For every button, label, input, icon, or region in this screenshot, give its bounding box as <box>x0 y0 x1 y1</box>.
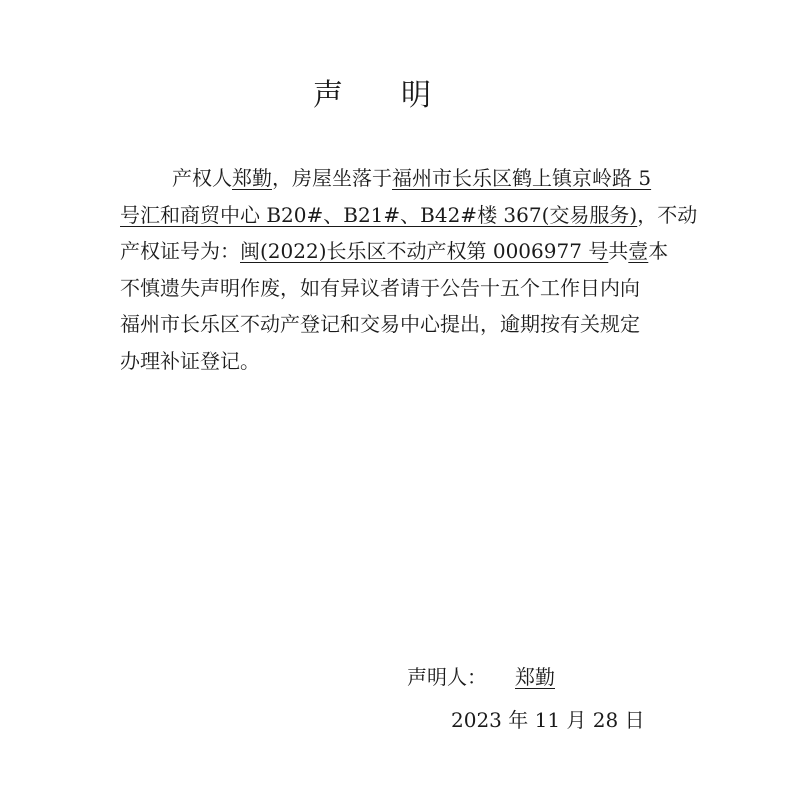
document-title <box>313 76 431 116</box>
body-line-1 <box>120 160 680 197</box>
body-text-3b: 本 <box>648 239 669 263</box>
title-char-1: 声 <box>313 78 343 113</box>
body-line-3 <box>120 233 680 270</box>
property-address-part-1: 福州市长乐区鹤上镇京岭路 5 <box>392 166 652 190</box>
title-char-2: 明 <box>401 78 431 113</box>
owner-label: 产权人 <box>172 166 232 190</box>
statement-body <box>120 160 698 379</box>
signature-name: 郑勤 <box>515 665 555 689</box>
body-line-6: 办理补证登记。 <box>120 348 260 373</box>
body-text-3: 共 <box>608 239 629 263</box>
body-line-5: 福州市长乐区不动产登记和交易中心提出，逾期按有关规定 <box>120 312 640 336</box>
owner-name: 郑勤 <box>232 166 272 190</box>
location-label: ，房屋坐落于 <box>272 166 392 190</box>
cert-label: 产权证号为： <box>120 239 240 263</box>
certificate-number: 闽(2022)长乐区不动产权第 0006977 号 <box>240 239 609 263</box>
body-line-4: 不慎遗失声明作废，如有异议者请于公告十五个工作日内向 <box>120 275 640 300</box>
statement-date: 2023 年 11 月 28 日 <box>451 708 645 732</box>
property-address-part-2: 号汇和商贸中心 B20#、B21#、B42#楼 367(交易服务) <box>120 202 638 227</box>
certificate-count: 壹 <box>628 239 649 263</box>
signature-label: 声明人： <box>407 665 487 689</box>
body-line-2 <box>120 197 698 234</box>
body-text-2: ，不动 <box>637 202 698 227</box>
signature-line <box>407 662 555 692</box>
